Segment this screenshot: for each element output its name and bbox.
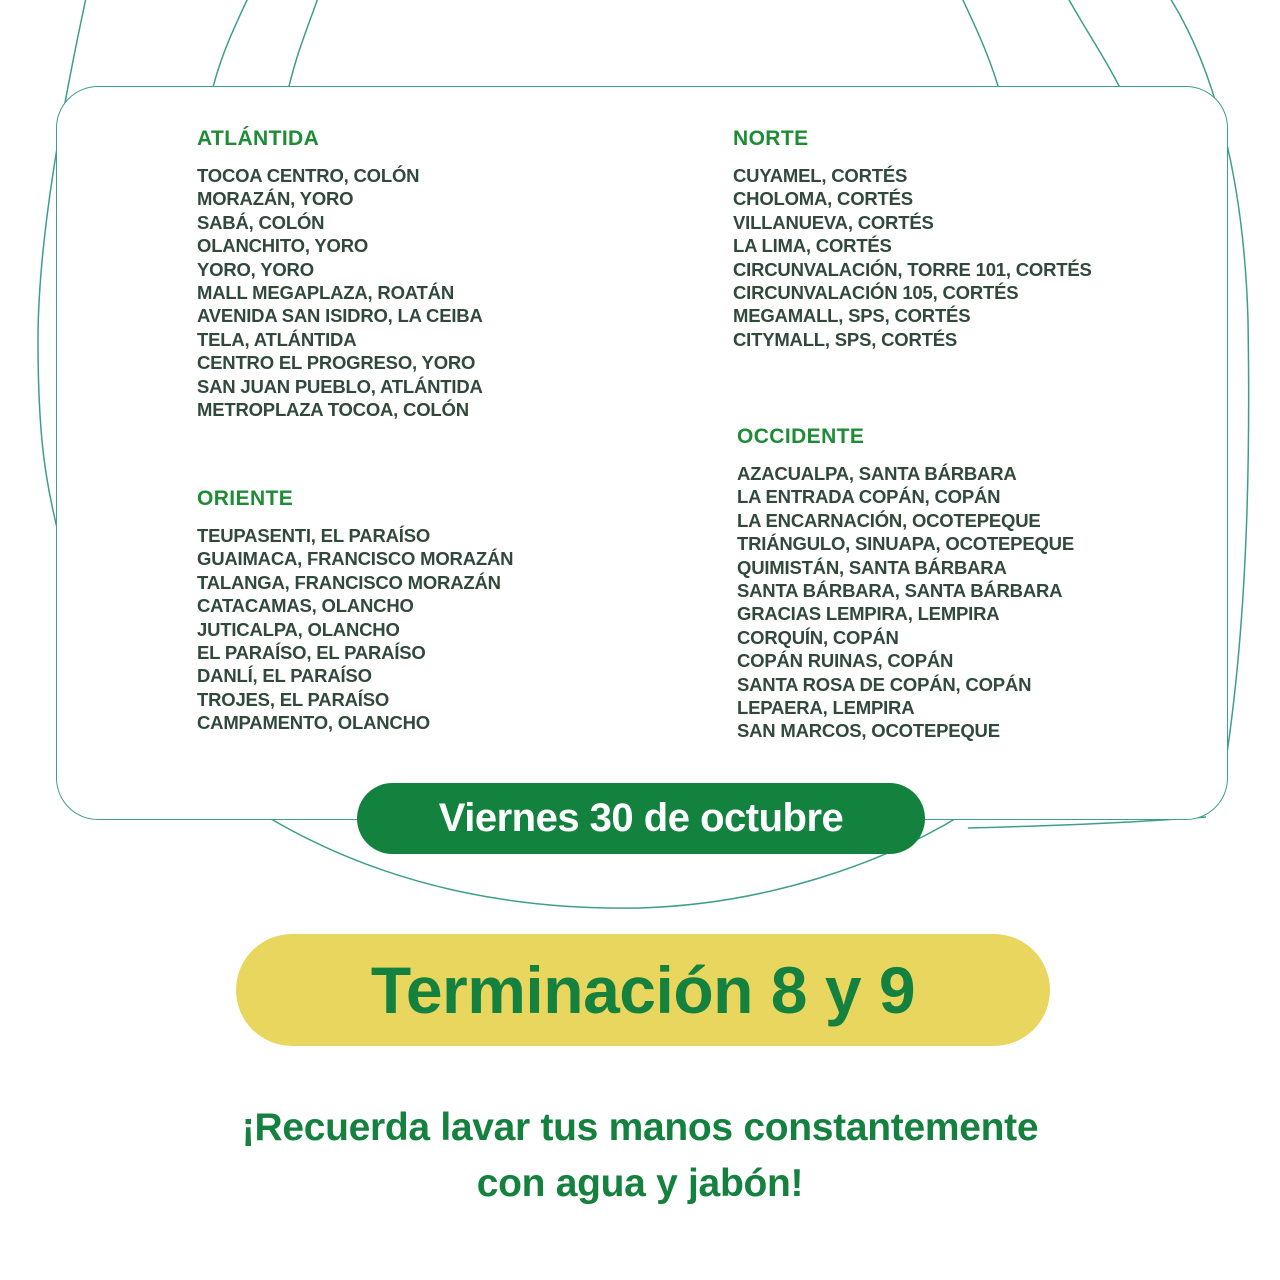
location-item: DANLÍ, EL PARAÍSO (197, 665, 372, 687)
location-item: CHOLOMA, CORTÉS (733, 188, 913, 210)
arc-top-right-mid (1068, 0, 1126, 100)
handwashing-reminder-line2: con agua y jabón! (476, 1162, 804, 1205)
location-list-occidente (737, 462, 1074, 743)
location-item: JUTICALPA, OLANCHO (197, 618, 400, 640)
location-item: TROJES, EL PARAÍSO (197, 688, 390, 710)
location-item: GUAIMACA, FRANCISCO MORAZÁN (197, 548, 514, 570)
location-item: TOCOA CENTRO, COLÓN (197, 165, 420, 186)
handwashing-reminder (0, 1100, 1280, 1212)
region-title-oriente: ORIENTE (197, 487, 294, 510)
location-item: LA LIMA, CORTÉS (733, 235, 892, 257)
location-item: AVENIDA SAN ISIDRO, LA CEIBA (197, 305, 483, 327)
location-item: SANTA BÁRBARA, SANTA BÁRBARA (737, 580, 1063, 602)
location-item: SANTA ROSA DE COPÁN, COPÁN (737, 673, 1032, 695)
termination-badge (236, 934, 1050, 1046)
location-item: CIRCUNVALACIÓN, TORRE 101, CORTÉS (733, 258, 1092, 280)
region-title-norte: NORTE (733, 127, 809, 150)
location-item: CUYAMEL, CORTÉS (733, 165, 908, 186)
location-item: GRACIAS LEMPIRA, LEMPIRA (737, 603, 1000, 625)
date-badge (357, 783, 925, 854)
location-item: TEUPASENTI, EL PARAÍSO (197, 525, 431, 546)
location-item: YORO, YORO (197, 258, 314, 280)
date-badge-label: Viernes 30 de octubre (438, 796, 844, 840)
location-item: VILLANUEVA, CORTÉS (733, 211, 934, 233)
location-list-atlantida (197, 164, 483, 421)
termination-badge-label: Terminación 8 y 9 (370, 953, 916, 1027)
location-item: TELA, ATLÁNTIDA (197, 328, 357, 350)
location-item: CENTRO EL PROGRESO, YORO (197, 352, 476, 374)
location-item: CIRCUNVALACIÓN 105, CORTÉS (733, 282, 1019, 304)
location-item: MEGAMALL, SPS, CORTÉS (733, 305, 971, 327)
region-title-atlantida: ATLÁNTIDA (197, 127, 320, 150)
region-section-atlantida (197, 126, 483, 421)
location-item: TRIÁNGULO, SINUAPA, OCOTEPEQUE (737, 533, 1074, 555)
location-item: CAMPAMENTO, OLANCHO (197, 712, 430, 734)
arc-top-right-inner (962, 0, 1002, 100)
location-item: CITYMALL, SPS, CORTÉS (733, 328, 957, 350)
location-item: LA ENTRADA COPÁN, COPÁN (737, 486, 1001, 508)
location-item: QUIMISTÁN, SANTA BÁRBARA (737, 556, 1007, 578)
location-item: CORQUÍN, COPÁN (737, 626, 899, 648)
location-item: MALL MEGAPLAZA, ROATÁN (197, 282, 454, 304)
location-item: TALANGA, FRANCISCO MORAZÁN (197, 571, 501, 593)
location-item: SABÁ, COLÓN (197, 211, 325, 233)
handwashing-reminder-line1: ¡Recuerda lavar tus manos constantemente (241, 1106, 1039, 1149)
location-item: COPÁN RUINAS, COPÁN (737, 650, 954, 672)
location-item: AZACUALPA, SANTA BÁRBARA (737, 463, 1017, 484)
arc-top-left-mid (210, 0, 248, 100)
location-list-norte (733, 164, 1092, 351)
location-item: OLANCHITO, YORO (197, 235, 369, 257)
location-item: LA ENCARNACIÓN, OCOTEPEQUE (737, 509, 1041, 531)
region-title-occidente: OCCIDENTE (737, 425, 865, 448)
location-item: SAN MARCOS, OCOTEPEQUE (737, 720, 1000, 742)
region-section-occidente (737, 424, 1074, 743)
location-list-oriente (197, 524, 513, 735)
region-section-oriente (197, 486, 513, 735)
location-item: MORAZÁN, YORO (197, 188, 354, 210)
location-item: EL PARAÍSO, EL PARAÍSO (197, 642, 426, 664)
location-item: LEPAERA, LEMPIRA (737, 697, 915, 719)
location-item: SAN JUAN PUEBLO, ATLÁNTIDA (197, 375, 483, 397)
arc-top-left-inner (286, 0, 318, 100)
region-section-norte (733, 126, 1092, 351)
location-item: CATACAMAS, OLANCHO (197, 595, 414, 617)
location-item: METROPLAZA TOCOA, COLÓN (197, 399, 469, 421)
